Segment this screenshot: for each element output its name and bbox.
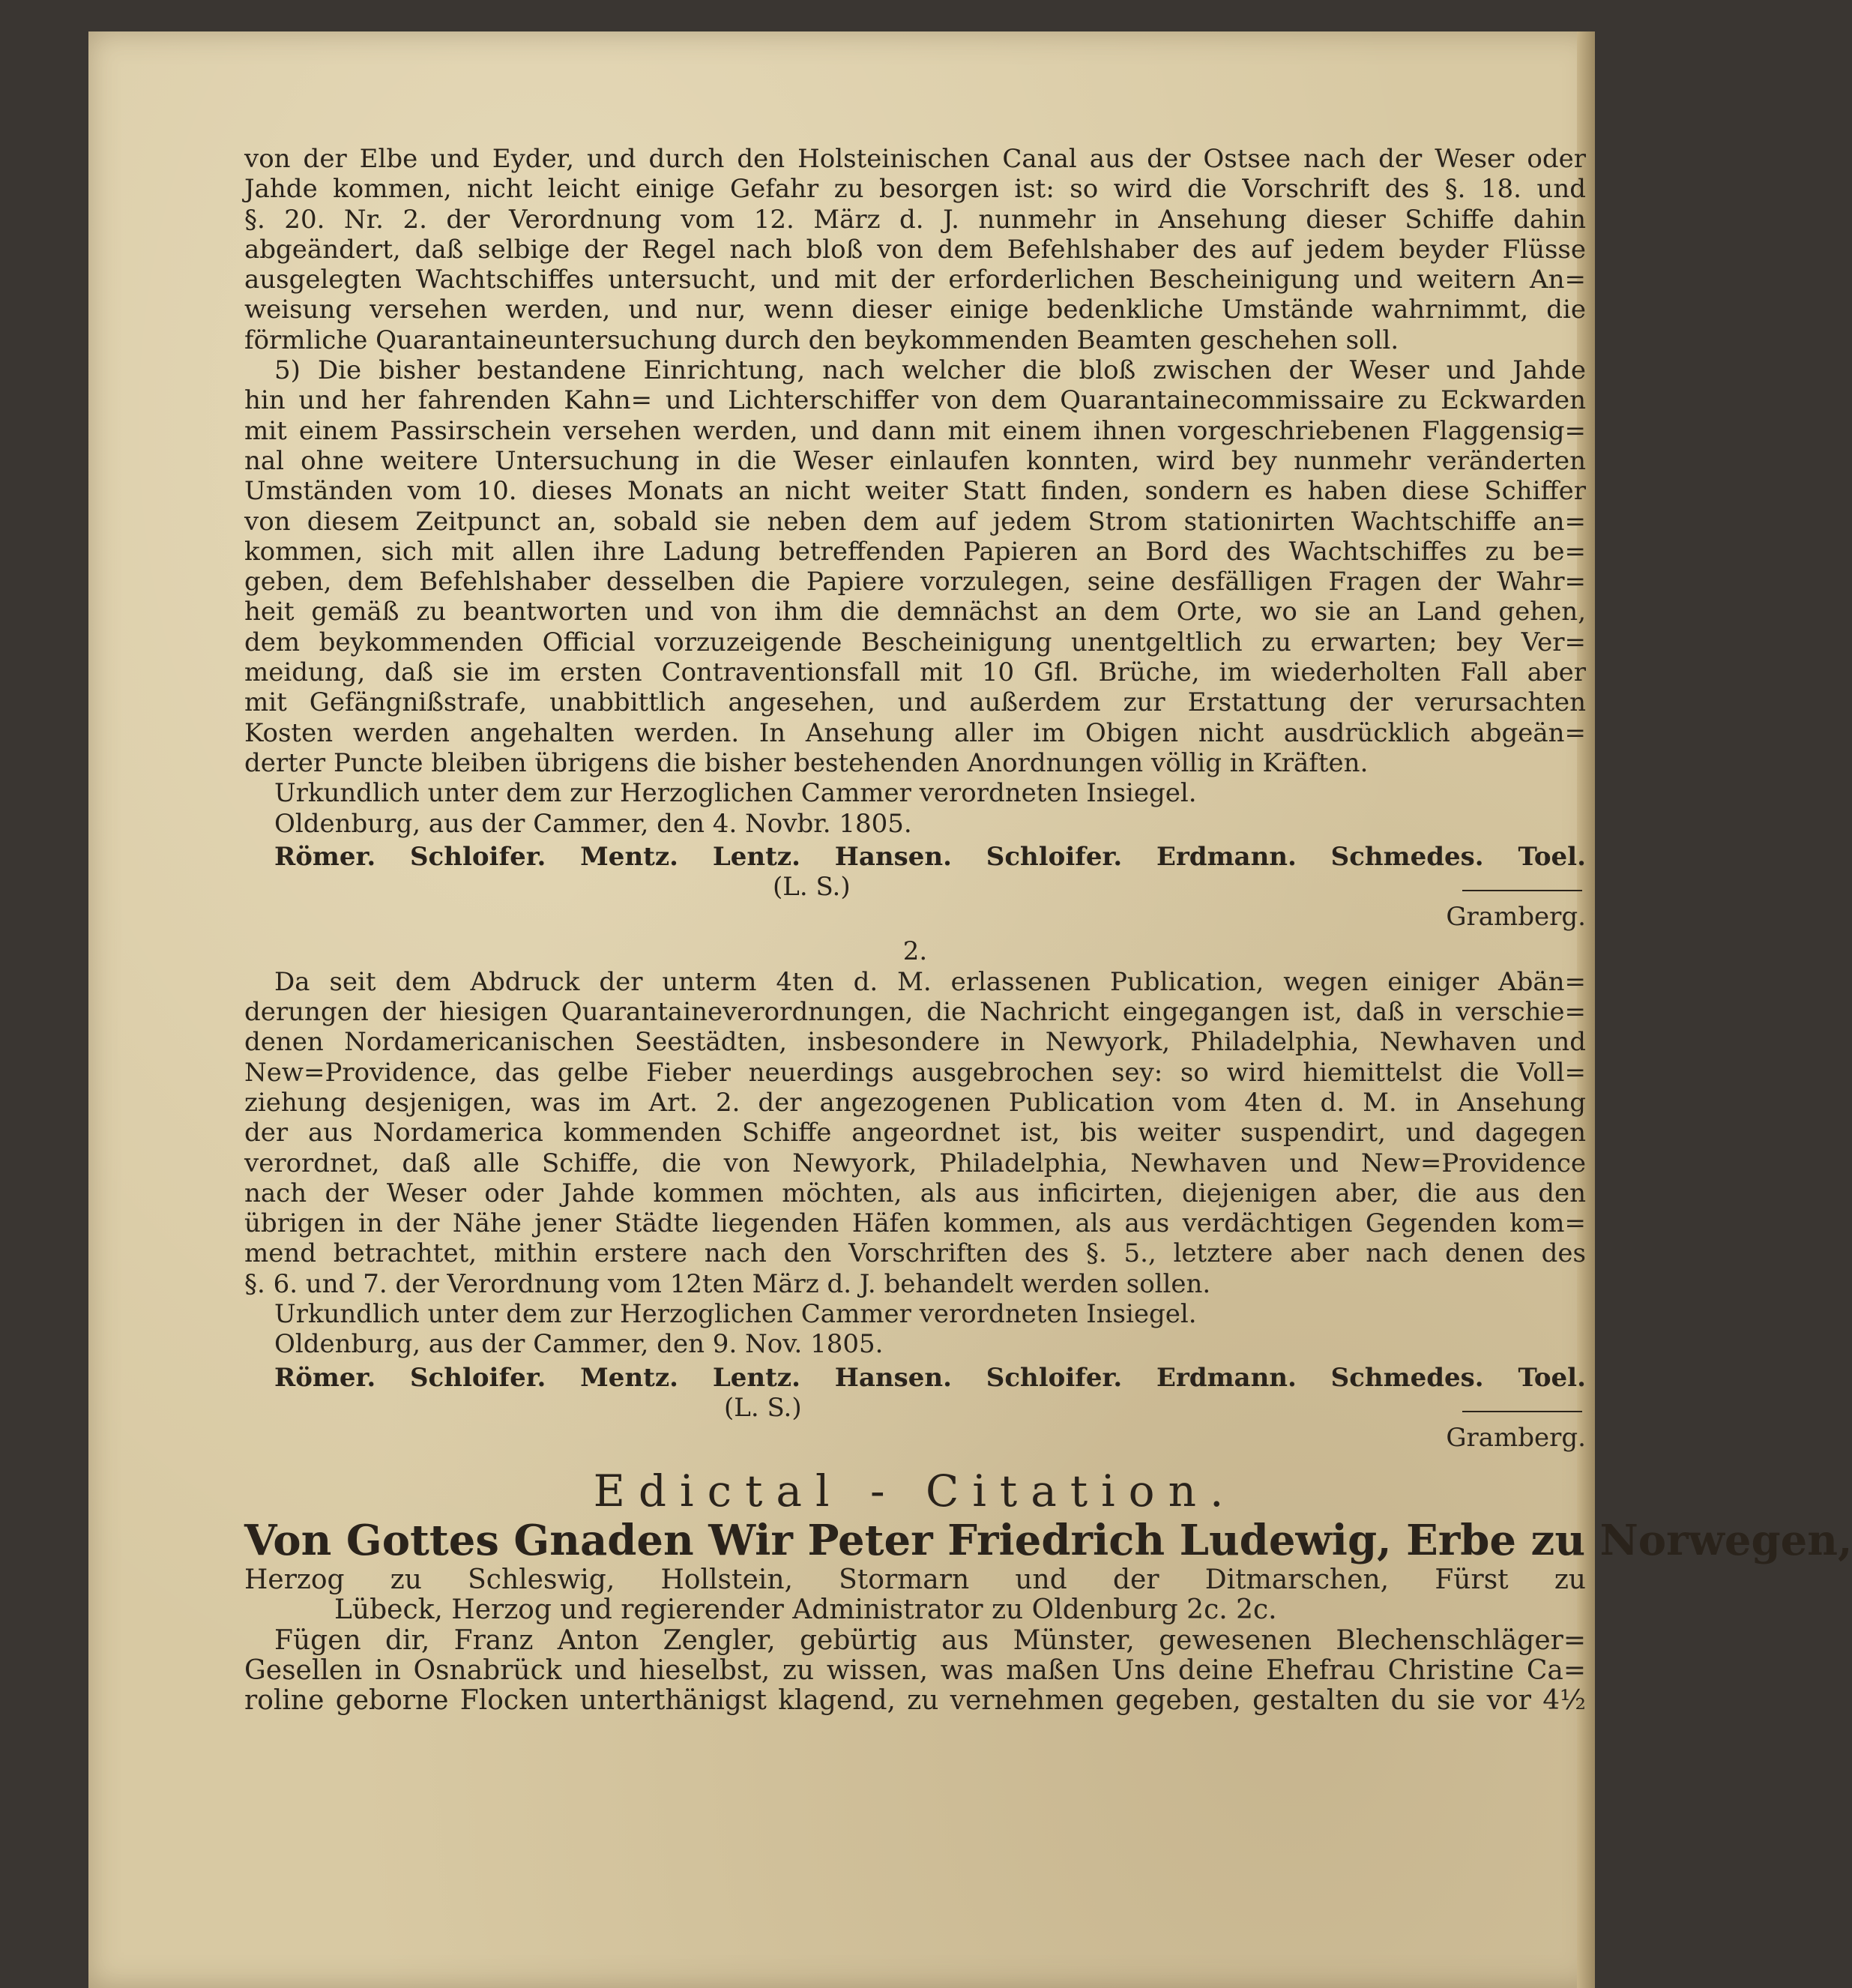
edictal-title: Edictal - Citation. [593,1466,1237,1517]
place-date: Oldenburg, aus der Cammer, den 9. Nov. 1805. [274,1329,884,1360]
text-line: kommen, sich mit allen ihre Ladung betreffenden Papieren an Bord des Wachtschiffes zu be= [244,536,1586,567]
closing-block-1 [244,778,1586,932]
page-content [244,144,1852,1717]
text-line: mend betrachtet, mithin erstere nach den Vorschriften des §. 5., letztere aber nach denen des [244,1238,1586,1269]
text-line: mit Gefängnißstrafe, unabbittlich angesehen, und außerdem zur Erstattung der verursachten [244,687,1586,718]
text-line: 5) Die bisher bestandene Einrichtung, nach welcher die bloß zwischen der Weser und Jahde [274,355,1586,386]
countersignature: Gramberg. [1446,902,1586,933]
text-line: §. 20. Nr. 2. der Verordnung vom 12. März d. J. nunmehr in Ansehung dieser Schiffe dahin [244,204,1586,235]
text-line: mit einem Passirschein versehen werden, und dann mit einem ihnen vorgeschriebenen Flaggensig= [244,415,1586,446]
text-line: meidung, daß sie im ersten Contraventionsfall mit 10 Gfl. Brüche, im wiederholten Fall aber [244,657,1586,688]
document-page [88,31,1852,1988]
paragraph-yellow-fever [244,967,1586,1299]
text-line: förmliche Quarantaineuntersuchung durch den beykommenden Beamten geschehen soll. [244,325,1399,355]
signature: Lentz. [712,841,800,872]
signature: Schloifer. [986,1362,1123,1393]
text-line: verordnet, daß alle Schiffe, die von Newyork, Philadelphia, Newhaven und New=Providence [244,1148,1586,1178]
signature: Hansen. [834,1362,952,1393]
countersignature: Gramberg. [1446,1422,1586,1453]
paragraph-quarantine-rules [244,144,1586,355]
text-line: nach der Weser oder Jahde kommen möchten, als aus inficirten, diejenigen aber, die aus den [244,1178,1586,1208]
text-line: von diesem Zeitpunct an, sobald sie neben dem auf jedem Strom stationirten Wachtschiffe an= [244,506,1586,537]
signature: Mentz. [580,1362,679,1393]
signature: Römer. [274,841,376,872]
text-line: Jahde kommen, nicht leicht einige Gefahr zu besorgen ist: so wird die Vorschrift des §. 18. und [244,174,1586,205]
signature: Hansen. [834,841,952,872]
signature: Erdmann. [1156,841,1297,872]
signature: Schloifer. [986,841,1123,872]
signature-rule [1462,1411,1582,1412]
text-line: §. 6. und 7. der Verordnung vom 12ten März d. J. behandelt werden sollen. [244,1268,1211,1299]
signature: Mentz. [580,841,679,872]
edictal-heading: Von Gottes Gnaden Wir Peter Friedrich Ludewig, Erbe zu Norwegen, [244,1516,1852,1566]
seal-statement: Urkundlich unter dem zur Herzoglichen Cammer verordneten Insiegel. [274,1298,1197,1329]
signature: Römer. [274,1362,376,1393]
place-date: Oldenburg, aus der Cammer, den 4. Novbr. 1805. [274,808,912,839]
text-line: heit gemäß zu beantworten und von ihm die demnächst an dem Orte, wo sie an Land gehen, [244,597,1586,627]
text-line: roline geborne Flocken unterthänigst klagend, zu vernehmen gegeben, gestalten du sie vor 4½ [244,1685,1586,1717]
signature: Toel. [1518,1362,1586,1393]
text-line: derungen der hiesigen Quarantaineverordnungen, die Nachricht eingegangen ist, daß in verschie= [244,997,1586,1028]
text-line: Herzog zu Schleswig, Hollstein, Stormarn und der Ditmarschen, Fürst zu [244,1564,1586,1596]
seal-mark: (L. S.) [724,1392,802,1423]
text-line: New=Providence, das gelbe Fieber neuerdings ausgebrochen sey: so wird hiemittelst die Voll= [244,1057,1586,1088]
text-line: dem beykommenden Official vorzuzeigende Bescheinigung unentgeltlich zu erwarten; bey Ver= [244,627,1586,657]
paragraph-item-5 [244,355,1586,778]
seal-mark: (L. S.) [773,872,851,903]
edictal-text [244,1565,1586,1716]
text-line: ausgelegten Wachtschiffes untersucht, und mit der erforderlichen Bescheinigung und weitern An= [244,265,1586,295]
seal-row [244,1393,1586,1423]
closing-block-2 [244,1299,1586,1453]
seal-statement: Urkundlich unter dem zur Herzoglichen Cammer verordneten Insiegel. [274,778,1197,809]
signature: Schloifer. [409,1362,546,1393]
text-line: geben, dem Befehlshaber desselben die Papiere vorzulegen, seine desfälligen Fragen der Wahr= [244,567,1586,597]
signature-row [244,1363,1586,1393]
text-line: Lübeck, Herzog und regierender Administrator zu Oldenburg 2c. 2c. [334,1594,1277,1626]
text-line: Fügen dir, Franz Anton Zengler, gebürtig aus Münster, gewesenen Blechenschläger= [274,1624,1586,1656]
text-line: denen Nordamericanischen Seestädten, insbesondere in Newyork, Philadelphia, Newhaven und [244,1027,1586,1058]
signature: Schloifer. [409,841,546,872]
signature: Schmedes. [1330,1362,1484,1393]
text-line: Umständen vom 10. dieses Monats an nicht weiter Statt finden, sondern es haben diese Schiffer [244,476,1586,507]
signature: Schmedes. [1330,841,1484,872]
text-line: derter Puncte bleiben übrigens die bisher bestehenden Anordnungen völlig in Kräften. [244,747,1369,778]
seal-row [244,872,1586,902]
signature-row [244,842,1586,872]
section-number: 2. [902,936,928,967]
signature: Toel. [1518,841,1586,872]
text-line: der aus Nordamerica kommenden Schiffe angeordnet ist, bis weiter suspendirt, und dagegen [244,1118,1586,1148]
text-line: abgeändert, daß selbige der Regel nach bloß von dem Befehlshaber des auf jedem beyder Flüsse [244,234,1586,265]
text-line: Gesellen in Osnabrück und hieselbst, zu wissen, was maßen Uns deine Ehefrau Christine Ca= [244,1655,1586,1687]
text-line: Kosten werden angehalten werden. In Ansehung aller im Obigen nicht ausdrücklich abgeän= [244,717,1586,748]
signature: Erdmann. [1156,1362,1297,1393]
text-line: Da seit dem Abdruck der unterm 4ten d. M. erlassenen Publication, wegen einiger Abän= [274,966,1586,997]
signature-rule [1462,890,1582,891]
text-line: nal ohne weitere Untersuchung in die Weser einlaufen konnten, wird bey nunmehr veränderten [244,445,1586,476]
text-line: übrigen in der Nähe jener Städte liegenden Häfen kommen, als aus verdächtigen Gegenden kom= [244,1208,1586,1239]
signature: Lentz. [712,1362,800,1393]
text-line: hin und her fahrenden Kahn= und Lichterschiffer von dem Quarantainecommissaire zu Eckwarden [244,385,1586,416]
text-line: ziehung desjenigen, was im Art. 2. der angezogenen Publication vom 4ten d. M. in Ansehung [244,1087,1586,1118]
text-line: von der Elbe und Eyder, und durch den Holsteinischen Canal aus der Ostsee nach der Weser oder [244,144,1586,174]
text-line: weisung versehen werden, und nur, wenn dieser einige bedenkliche Umstände wahrnimmt, die [244,295,1586,325]
